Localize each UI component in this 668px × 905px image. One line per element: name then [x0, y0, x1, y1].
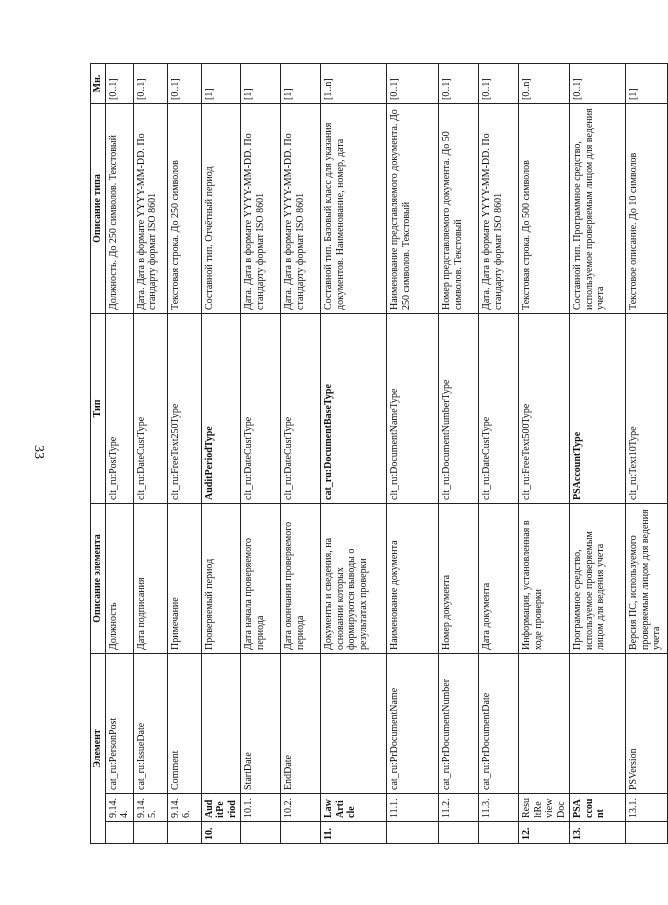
row-level2: 11.2.	[439, 794, 479, 822]
row-type: clt_ru:Text10Type	[626, 313, 668, 503]
row-level3: cat_ru:IssueDate	[133, 653, 167, 793]
row-type-description: Дата. Дата в формате YYYY-MM-DD. По стандарту формат ISO 8601	[241, 103, 281, 313]
row-type: cat_ru:DocumentBaseType	[321, 313, 387, 503]
row-level2: 10.1.	[241, 794, 281, 822]
row-level1-number: 12.	[519, 822, 570, 844]
table-row	[241, 63, 281, 843]
table-row	[201, 63, 241, 843]
row-type-description: Наименование представляемого документа. До 250 символов. Текстовый	[387, 103, 439, 313]
row-multiplicity: [0..1]	[439, 63, 479, 103]
row-type-description: Текстовая строка. До 500 символов	[519, 103, 570, 313]
row-type: clt_ru:DateCustType	[241, 313, 281, 503]
row-level3: Comment	[167, 653, 201, 793]
row-type-description: Текстовая строка. До 250 символов	[167, 103, 201, 313]
row-level1-number	[133, 822, 167, 844]
row-type: clt_ru:DateCustType	[479, 313, 519, 503]
table-row	[479, 63, 519, 843]
row-level3: cat_ru:PrDocumentNumber	[439, 653, 479, 793]
table-row	[281, 63, 321, 843]
row-level1-number	[167, 822, 201, 844]
row-level1-number	[281, 822, 321, 844]
row-description: Документы и сведения, на основании которых формируются выводы о результатах проверки	[321, 503, 387, 653]
row-multiplicity: [1]	[241, 63, 281, 103]
row-multiplicity: [1]	[626, 63, 668, 103]
table-body	[105, 63, 668, 843]
row-type-description: Составной тип. Базовый класс для указания документов. Наименование, номер, дата	[321, 103, 387, 313]
row-type-description: Дата. Дата в формате YYYY-MM-DD. По стандарту формат ISO 8601	[479, 103, 519, 313]
row-multiplicity: [0..1]	[387, 63, 439, 103]
element-table	[90, 63, 668, 844]
table-row	[626, 63, 668, 843]
row-level3	[201, 653, 241, 793]
header-description: Описание элемента	[91, 503, 106, 653]
header-element: Элемент	[91, 653, 106, 843]
row-description: Наименование документа	[387, 503, 439, 653]
row-description: Номер документа	[439, 503, 479, 653]
row-type: clt_ru:DocumentNameType	[387, 313, 439, 503]
table-row	[321, 63, 387, 843]
row-level2: 13.1.	[626, 794, 668, 822]
table-row	[133, 63, 167, 843]
row-level3: cat_ru:PrDocumentDate	[479, 653, 519, 793]
row-description: Дата начала проверяемого периода	[241, 503, 281, 653]
row-level1-number	[626, 822, 668, 844]
row-multiplicity: [0..1]	[105, 63, 133, 103]
row-type-description: Дата. Дата в формате YYYY-MM-DD. По стандарту формат ISO 8601	[281, 103, 321, 313]
row-level3: StartDate	[241, 653, 281, 793]
row-description: Дата подписания	[133, 503, 167, 653]
table-row	[570, 63, 626, 843]
table-row	[439, 63, 479, 843]
row-multiplicity: [0..1]	[570, 63, 626, 103]
row-level2: LawArticle	[321, 794, 387, 822]
row-type-description: Должность. До 250 символов. Текстовый	[105, 103, 133, 313]
header-type: Тип	[91, 313, 106, 503]
page-number: 33	[31, 445, 46, 459]
row-multiplicity: [0..n]	[519, 63, 570, 103]
table-row	[387, 63, 439, 843]
row-level2: 9.14.6.	[167, 794, 201, 822]
row-type-description: Текстовое описание. До 10 символов	[626, 103, 668, 313]
header-row	[91, 63, 106, 843]
row-type-description: Составной тип. Программное средство, используемое проверяемым лицом для ведения учета	[570, 103, 626, 313]
row-level2: 9.14.5.	[133, 794, 167, 822]
row-level3: cat_ru:PersonPost	[105, 653, 133, 793]
row-description: Дата окончания проверяемого периода	[281, 503, 321, 653]
header-type-description: Описание типа	[91, 103, 106, 313]
row-level2: AuditPeriod	[201, 794, 241, 822]
row-level3: EndDate	[281, 653, 321, 793]
row-level1-number	[241, 822, 281, 844]
row-level3	[570, 653, 626, 793]
row-type: clt_ru:PostType	[105, 313, 133, 503]
row-level1-number: 10.	[201, 822, 241, 844]
row-description: Информация, установленная в ходе проверки	[519, 503, 570, 653]
row-type-description: Дата. Дата в формате YYYY-MM-DD. По стандарту формат ISO 8601	[133, 103, 167, 313]
row-type: clt_ru:DateCustType	[133, 313, 167, 503]
row-multiplicity: [1..n]	[321, 63, 387, 103]
row-description: Должность	[105, 503, 133, 653]
row-level2: 11.3.	[479, 794, 519, 822]
row-type: AuditPeriodType	[201, 313, 241, 503]
row-multiplicity: [1]	[281, 63, 321, 103]
header-multiplicity: Мн.	[91, 63, 106, 103]
row-level2: 9.14.4.	[105, 794, 133, 822]
table-row	[167, 63, 201, 843]
row-level1-number	[439, 822, 479, 844]
row-level2: 11.1.	[387, 794, 439, 822]
row-type-description: Составной тип. Отчётный период	[201, 103, 241, 313]
table-row	[519, 63, 570, 843]
row-multiplicity: [0..1]	[133, 63, 167, 103]
row-type: clt_ru:FreeText500Type	[519, 313, 570, 503]
row-type-description: Номер представляемого документа. До 50 символов. Текстовый	[439, 103, 479, 313]
row-multiplicity: [1]	[201, 63, 241, 103]
row-level2: ResultReviewDoc	[519, 794, 570, 822]
row-level3	[519, 653, 570, 793]
row-description: Программное средство, используемое проверяемым лицом для ведения учета	[570, 503, 626, 653]
row-type: clt_ru:DocumentNumberType	[439, 313, 479, 503]
row-level1-number	[105, 822, 133, 844]
row-description: Примечание	[167, 503, 201, 653]
row-description: Версия ПС, используемого проверяемым лицом для ведения учета	[626, 503, 668, 653]
row-multiplicity: [0..1]	[167, 63, 201, 103]
row-level2: 10.2.	[281, 794, 321, 822]
row-level1-number	[479, 822, 519, 844]
rotated-table-container	[90, 64, 662, 844]
row-level3: PSVersion	[626, 653, 668, 793]
row-level3	[321, 653, 387, 793]
row-type: clt_ru:FreeText250Type	[167, 313, 201, 503]
row-type: PSAccountType	[570, 313, 626, 503]
row-type: clt_ru:DateCustType	[281, 313, 321, 503]
row-level1-number: 13.	[570, 822, 626, 844]
row-level2: PSAccount	[570, 794, 626, 822]
row-description: Проверяемый период	[201, 503, 241, 653]
row-level1-number: 11.	[321, 822, 387, 844]
table-row	[105, 63, 133, 843]
row-multiplicity: [0..1]	[479, 63, 519, 103]
row-description: Дата документа	[479, 503, 519, 653]
row-level3: cat_ru:PrDocumentName	[387, 653, 439, 793]
row-level1-number	[387, 822, 439, 844]
